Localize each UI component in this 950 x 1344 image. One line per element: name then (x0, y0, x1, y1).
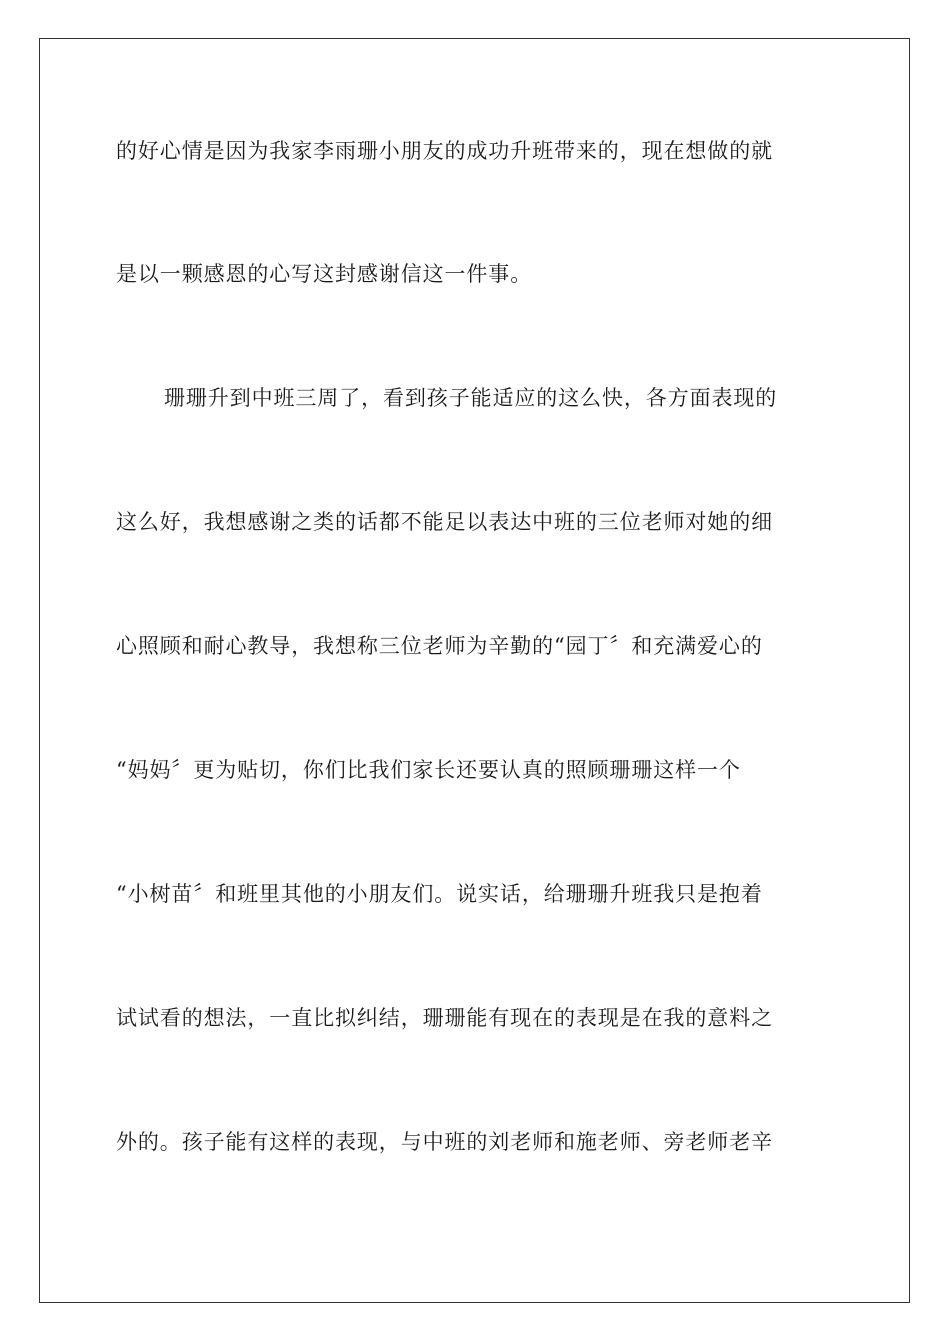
paragraph-line: “小树苗〞和班里其他的小朋友们。说实话，给珊珊升班我只是抱着 (116, 882, 763, 906)
paragraph-line: 心照顾和耐心教导，我想称三位老师为辛勤的“园丁〞和充满爱心的 (116, 634, 763, 658)
paragraph-line: 的好心情是因为我家李雨珊小朋友的成功升班带来的，现在想做的就 (116, 139, 773, 163)
paragraph-line: 外的。孩子能有这样的表现，与中班的刘老师和施老师、旁老师老辛 (116, 1130, 773, 1154)
paragraph-line: 试试看的想法，一直比拟纠结，珊珊能有现在的表现是在我的意料之 (116, 1006, 773, 1030)
paragraph-line: “妈妈〞更为贴切，你们比我们家长还要认真的照顾珊珊这样一个 (116, 758, 741, 782)
paragraph-line: 这么好，我想感谢之类的话都不能足以表达中班的三位老师对她的细 (116, 510, 773, 534)
page-border (39, 38, 910, 1303)
paragraph-line: 是以一颗感恩的心写这封感谢信这一件事。 (116, 262, 533, 286)
paragraph-line-indented: 珊珊升到中班三周了，看到孩子能适应的这么快，各方面表现的 (164, 386, 778, 410)
